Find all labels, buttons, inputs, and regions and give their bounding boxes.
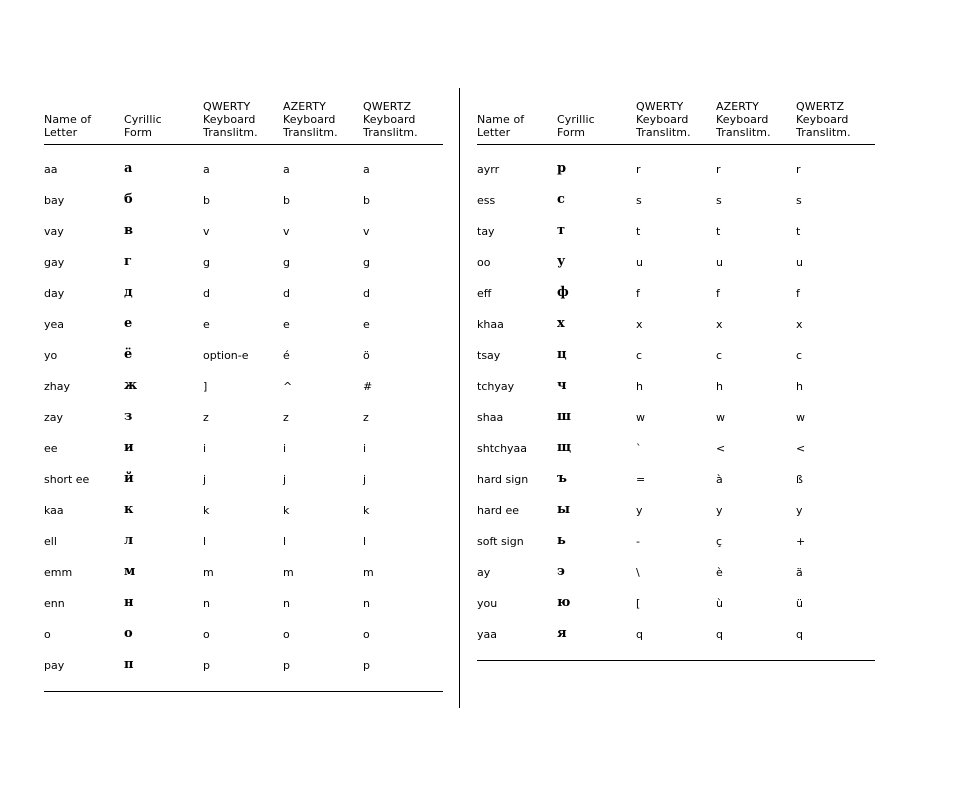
letter-name: emm — [44, 566, 73, 579]
qwertz-key: i — [363, 442, 367, 455]
azerty-key: g — [283, 256, 290, 269]
qwertz-key: p — [363, 659, 370, 672]
azerty-key: u — [716, 256, 723, 269]
letter-name: hard sign — [477, 473, 529, 486]
table-row — [44, 221, 443, 252]
qwerty-key: f — [636, 287, 640, 300]
cyrillic-form: ю — [557, 595, 571, 610]
letter-name: ay — [477, 566, 491, 579]
azerty-key: r — [716, 163, 721, 176]
azerty-key: f — [716, 287, 720, 300]
cyrillic-form: г — [124, 254, 132, 269]
letter-name: ee — [44, 442, 58, 455]
qwertz-key: e — [363, 318, 370, 331]
letter-name: gay — [44, 256, 65, 269]
azerty-key: é — [283, 349, 290, 362]
qwerty-key: ` — [636, 442, 642, 455]
table-row — [477, 593, 875, 624]
qwertz-key: m — [363, 566, 374, 579]
qwertz-key: d — [363, 287, 370, 300]
azerty-key: x — [716, 318, 723, 331]
table-row — [477, 531, 875, 562]
cyrillic-form: и — [124, 440, 134, 455]
qwerty-key: b — [203, 194, 210, 207]
letter-name: yo — [44, 349, 58, 362]
qwertz-key: r — [796, 163, 801, 176]
cyrillic-form: й — [124, 471, 134, 486]
header-qwertz: QWERTZ Keyboard Translitm. — [363, 100, 418, 139]
letter-name: yea — [44, 318, 65, 331]
azerty-key: e — [283, 318, 290, 331]
qwertz-key: k — [363, 504, 370, 517]
letter-name: eff — [477, 287, 492, 300]
table-row — [44, 593, 443, 624]
table-row — [477, 438, 875, 469]
letter-name: enn — [44, 597, 65, 610]
letter-name: khaa — [477, 318, 504, 331]
azerty-key: < — [716, 442, 726, 455]
table-row — [44, 624, 443, 655]
table-row — [477, 252, 875, 283]
table-row — [477, 314, 875, 345]
azerty-key: l — [283, 535, 287, 548]
qwertz-key: c — [796, 349, 803, 362]
azerty-key: z — [283, 411, 289, 424]
qwertz-key: g — [363, 256, 370, 269]
qwerty-key: l — [203, 535, 207, 548]
cyrillic-form: ё — [124, 347, 133, 362]
qwertz-key: ä — [796, 566, 803, 579]
azerty-key: n — [283, 597, 290, 610]
letter-name: ayrr — [477, 163, 500, 176]
qwerty-key: g — [203, 256, 210, 269]
qwertz-key: s — [796, 194, 802, 207]
qwertz-key: f — [796, 287, 800, 300]
table-row — [477, 190, 875, 221]
qwerty-key: k — [203, 504, 210, 517]
qwertz-key: h — [796, 380, 803, 393]
azerty-key: m — [283, 566, 294, 579]
bottom-rule — [477, 660, 875, 661]
header-azerty: AZERTY Keyboard Translitm. — [716, 100, 771, 139]
azerty-key: ç — [716, 535, 723, 548]
qwertz-key: # — [363, 380, 373, 393]
azerty-key: t — [716, 225, 721, 238]
qwerty-key: t — [636, 225, 641, 238]
azerty-key: d — [283, 287, 290, 300]
qwerty-key: r — [636, 163, 641, 176]
qwertz-key: ö — [363, 349, 370, 362]
qwertz-key: q — [796, 628, 803, 641]
header-cyrillic-form: Cyrillic Form — [557, 113, 595, 139]
header-qwertz: QWERTZ Keyboard Translitm. — [796, 100, 851, 139]
qwerty-key: c — [636, 349, 643, 362]
azerty-key: q — [716, 628, 723, 641]
qwerty-key: i — [203, 442, 207, 455]
table-row — [44, 345, 443, 376]
azerty-key: w — [716, 411, 725, 424]
letter-name: o — [44, 628, 51, 641]
letter-name: vay — [44, 225, 64, 238]
cyrillic-form: б — [124, 192, 133, 207]
qwerty-key: y — [636, 504, 643, 517]
azerty-key: è — [716, 566, 723, 579]
qwerty-key: p — [203, 659, 210, 672]
qwertz-key: l — [363, 535, 367, 548]
qwerty-key: u — [636, 256, 643, 269]
cyrillic-form: с — [557, 192, 565, 207]
qwerty-key: s — [636, 194, 642, 207]
table-row — [477, 159, 875, 190]
letter-name: tsay — [477, 349, 501, 362]
qwerty-key: option-e — [203, 349, 249, 362]
table-row — [44, 531, 443, 562]
table-row — [44, 407, 443, 438]
azerty-key: s — [716, 194, 722, 207]
qwertz-key: + — [796, 535, 806, 548]
azerty-key: ^ — [283, 380, 293, 393]
left-table-header — [44, 88, 443, 144]
column-divider — [459, 88, 460, 708]
table-row — [477, 624, 875, 655]
cyrillic-form: а — [124, 161, 133, 176]
qwertz-key: n — [363, 597, 370, 610]
cyrillic-form: х — [557, 316, 565, 331]
qwertz-key: a — [363, 163, 370, 176]
qwertz-key: o — [363, 628, 370, 641]
qwertz-key: t — [796, 225, 801, 238]
cyrillic-form: ь — [557, 533, 566, 548]
azerty-key: ù — [716, 597, 723, 610]
left-table — [44, 88, 443, 692]
qwerty-key: ] — [203, 380, 208, 393]
cyrillic-form: ф — [557, 285, 569, 300]
table-row — [477, 345, 875, 376]
cyrillic-form: о — [124, 626, 133, 641]
azerty-key: h — [716, 380, 723, 393]
qwerty-key: e — [203, 318, 210, 331]
cyrillic-form: в — [124, 223, 134, 238]
qwerty-key: = — [636, 473, 646, 486]
letter-name: zhay — [44, 380, 70, 393]
qwertz-key: z — [363, 411, 369, 424]
qwertz-key: y — [796, 504, 803, 517]
qwertz-key: b — [363, 194, 370, 207]
qwerty-key: o — [203, 628, 210, 641]
qwertz-key: x — [796, 318, 803, 331]
letter-name: aa — [44, 163, 58, 176]
letter-name: yaa — [477, 628, 497, 641]
qwertz-key: w — [796, 411, 805, 424]
qwerty-key: x — [636, 318, 643, 331]
cyrillic-form: п — [124, 657, 134, 672]
letter-name: shaa — [477, 411, 504, 424]
qwerty-key: w — [636, 411, 645, 424]
letter-name: zay — [44, 411, 64, 424]
azerty-key: y — [716, 504, 723, 517]
qwertz-key: v — [363, 225, 370, 238]
cyrillic-form: у — [557, 254, 566, 269]
table-row — [44, 562, 443, 593]
header-cyrillic-form: Cyrillic Form — [124, 113, 162, 139]
letter-name: tchyay — [477, 380, 515, 393]
qwerty-key: n — [203, 597, 210, 610]
cyrillic-form: ч — [557, 378, 567, 393]
qwertz-key: ü — [796, 597, 803, 610]
table-row — [44, 252, 443, 283]
letter-name: oo — [477, 256, 491, 269]
letter-name: tay — [477, 225, 495, 238]
cyrillic-form: т — [557, 223, 566, 238]
letter-name: hard ee — [477, 504, 520, 517]
letter-name: ell — [44, 535, 57, 548]
letter-name: pay — [44, 659, 65, 672]
azerty-key: o — [283, 628, 290, 641]
cyrillic-form: я — [557, 626, 567, 641]
table-row — [44, 159, 443, 190]
header-qwerty: QWERTY Keyboard Translitm. — [203, 100, 258, 139]
qwerty-key: m — [203, 566, 214, 579]
qwerty-key: - — [636, 535, 640, 548]
cyrillic-form: ц — [557, 347, 567, 362]
table-row — [477, 283, 875, 314]
cyrillic-form: р — [557, 161, 567, 176]
qwerty-key: \ — [636, 566, 640, 579]
table-row — [44, 438, 443, 469]
qwertz-key: < — [796, 442, 806, 455]
qwertz-key: ß — [796, 473, 803, 486]
table-row — [477, 562, 875, 593]
cyrillic-form: з — [124, 409, 133, 424]
azerty-key: i — [283, 442, 287, 455]
azerty-key: c — [716, 349, 723, 362]
azerty-key: à — [716, 473, 723, 486]
azerty-key: j — [283, 473, 287, 486]
letter-name: kaa — [44, 504, 64, 517]
qwerty-key: j — [203, 473, 207, 486]
cyrillic-form: щ — [557, 440, 572, 455]
cyrillic-form: ы — [557, 502, 571, 517]
cyrillic-form: д — [124, 285, 133, 300]
qwerty-key: v — [203, 225, 210, 238]
table-row — [477, 376, 875, 407]
bottom-rule — [44, 691, 443, 692]
cyrillic-form: ж — [124, 378, 138, 393]
qwertz-key: u — [796, 256, 803, 269]
header-name-of-letter: Name of Letter — [477, 113, 525, 139]
table-row — [44, 500, 443, 531]
header-name-of-letter: Name of Letter — [44, 113, 92, 139]
table-row — [44, 190, 443, 221]
azerty-key: k — [283, 504, 290, 517]
qwerty-key: a — [203, 163, 210, 176]
right-table-header — [477, 88, 875, 144]
letter-name: short ee — [44, 473, 90, 486]
table-row — [44, 283, 443, 314]
table-row — [477, 500, 875, 531]
right-table-body — [477, 145, 875, 655]
table-row — [477, 221, 875, 252]
cyrillic-form: н — [124, 595, 134, 610]
table-row — [44, 655, 443, 686]
header-qwerty: QWERTY Keyboard Translitm. — [636, 100, 691, 139]
cyrillic-form: м — [124, 564, 136, 579]
qwertz-key: j — [363, 473, 367, 486]
azerty-key: b — [283, 194, 290, 207]
left-table-body — [44, 145, 443, 686]
cyrillic-form: л — [124, 533, 134, 548]
cyrillic-form: ъ — [557, 471, 567, 486]
azerty-key: p — [283, 659, 290, 672]
cyrillic-form: к — [124, 502, 134, 517]
cyrillic-form: ш — [557, 409, 571, 424]
cyrillic-form: е — [124, 316, 133, 331]
qwerty-key: z — [203, 411, 209, 424]
letter-name: bay — [44, 194, 65, 207]
letter-name: day — [44, 287, 65, 300]
letter-name: shtchyaa — [477, 442, 528, 455]
table-row — [477, 469, 875, 500]
azerty-key: v — [283, 225, 290, 238]
table-row — [44, 314, 443, 345]
letter-name: soft sign — [477, 535, 524, 548]
cyrillic-form: э — [557, 564, 565, 579]
header-azerty: AZERTY Keyboard Translitm. — [283, 100, 338, 139]
qwerty-key: d — [203, 287, 210, 300]
qwerty-key: [ — [636, 597, 641, 610]
qwerty-key: q — [636, 628, 643, 641]
table-row — [44, 469, 443, 500]
right-table — [477, 88, 875, 661]
letter-name: ess — [477, 194, 496, 207]
table-row — [477, 407, 875, 438]
table-row — [44, 376, 443, 407]
azerty-key: a — [283, 163, 290, 176]
letter-name: you — [477, 597, 498, 610]
qwerty-key: h — [636, 380, 643, 393]
